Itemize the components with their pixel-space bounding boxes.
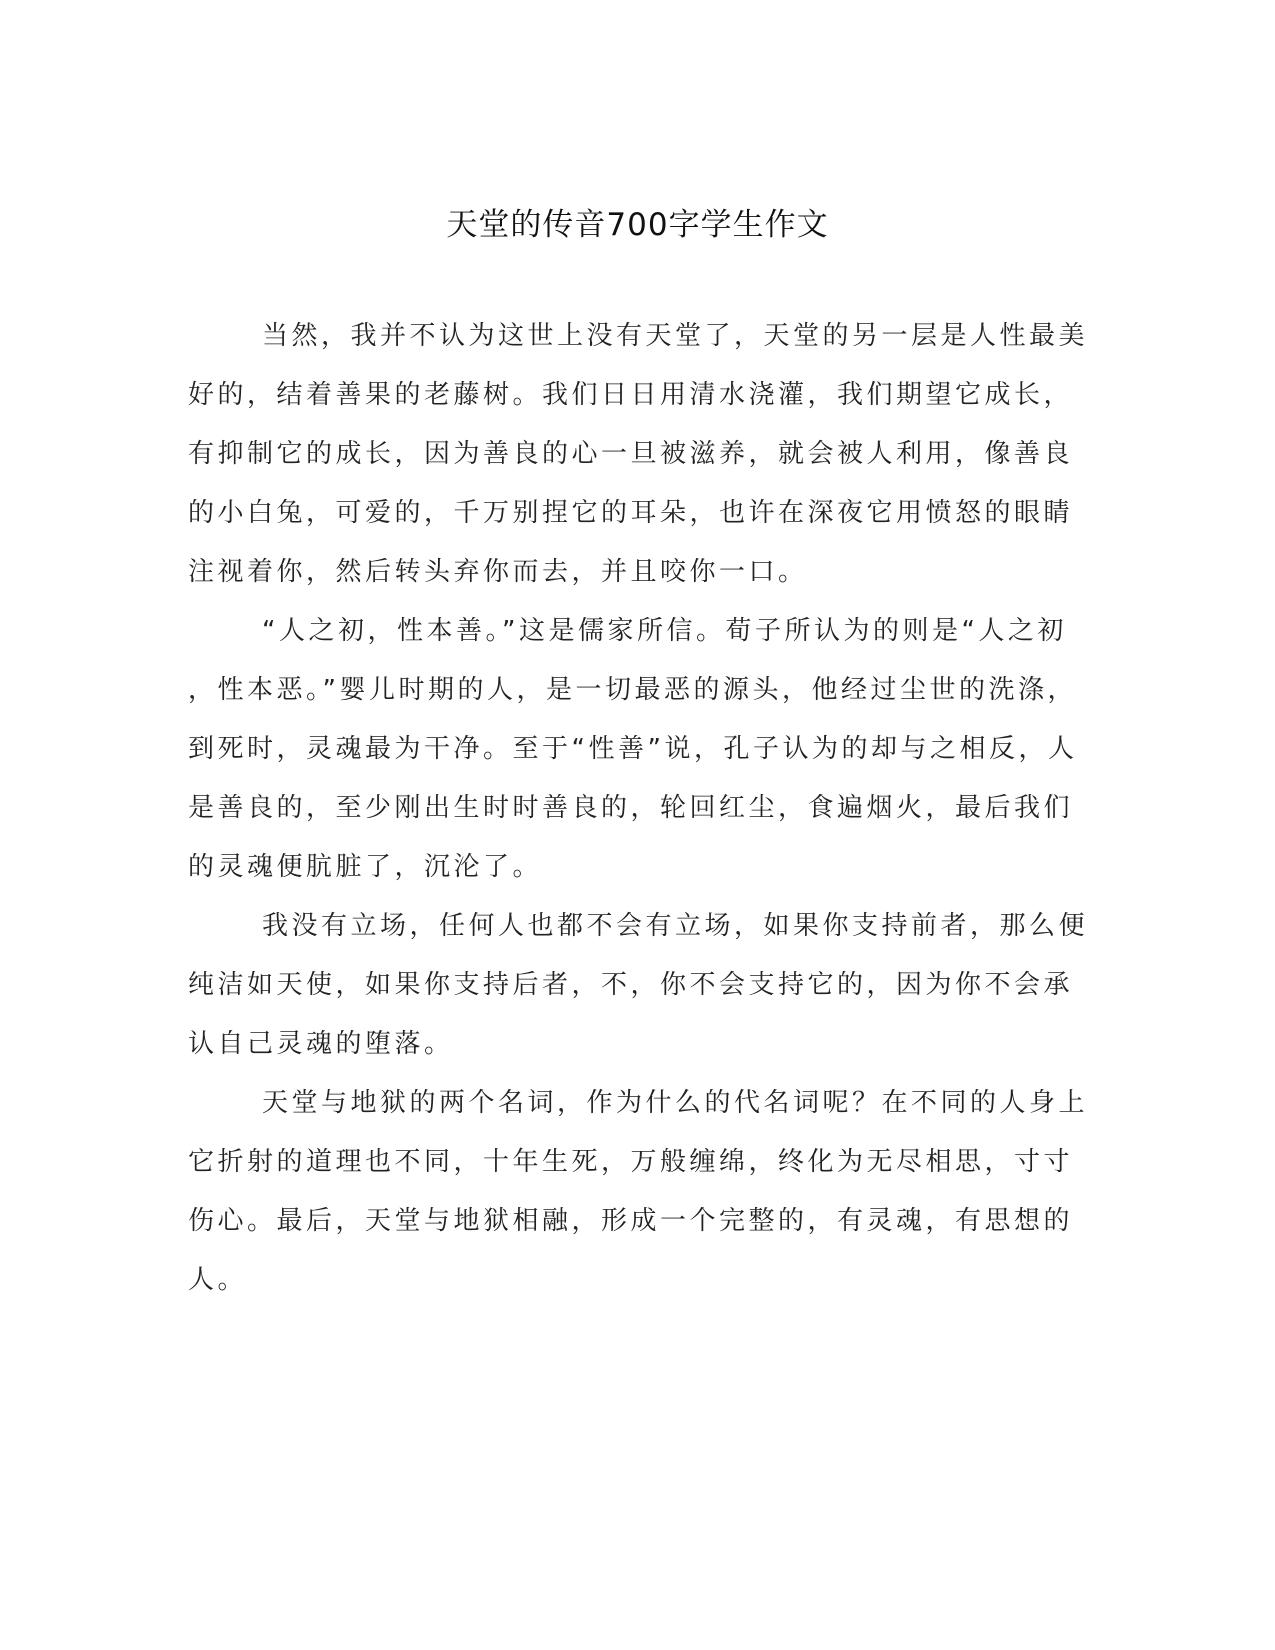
- paragraph-4-line-4: 人。: [188, 1265, 248, 1295]
- paragraph-1-line-2: 好的，结着善果的老藤树。我们日日用清水浇灌，我们期望它成长，: [188, 380, 1074, 410]
- paragraph-2-line-1: “人之初，性本善。”这是儒家所信。荀子所认为的则是“人之初: [262, 616, 1067, 646]
- paragraph-4-line-1: 天堂与地狱的两个名词，作为什么的代名词呢？在不同的人身上: [262, 1088, 1089, 1118]
- paragraph-2-line-2: ，性本恶。”婴儿时期的人，是一切最恶的源头，他经过尘世的洗涤，: [188, 675, 1077, 705]
- paragraph-4-line-3: 伤心。最后，天堂与地狱相融，形成一个完整的，有灵魂，有思想的: [188, 1206, 1074, 1236]
- paragraph-1-line-5: 注视着你，然后转头弃你而去，并且咬你一口。: [188, 557, 808, 587]
- paragraph-3-line-3: 认自己灵魂的堕落。: [188, 1029, 454, 1059]
- paragraph-4-line-2: 它折射的道理也不同，十年生死，万般缠绵，终化为无尽相思，寸寸: [188, 1147, 1074, 1177]
- paragraph-3-line-1: 我没有立场，任何人也都不会有立场，如果你支持前者，那么便: [262, 911, 1089, 941]
- paragraph-2-line-5: 的灵魂便肮脏了，沉沦了。: [188, 852, 543, 882]
- paragraph-2-line-3: 到死时，灵魂最为干净。至于“性善”说，孔子认为的却与之相反，人: [188, 734, 1078, 764]
- paragraph-1-line-1: 当然，我并不认为这世上没有天堂了，天堂的另一层是人性最美: [262, 321, 1089, 351]
- paragraph-3-line-2: 纯洁如天使，如果你支持后者，不，你不会支持它的，因为你不会承: [188, 970, 1074, 1000]
- document-title: 天堂的传音700字学生作文: [446, 207, 829, 243]
- paragraph-1-line-3: 有抑制它的成长，因为善良的心一旦被滋养，就会被人利用，像善良: [188, 439, 1074, 469]
- paragraph-2-line-4: 是善良的，至少刚出生时时善良的，轮回红尘，食遍烟火，最后我们: [188, 793, 1074, 823]
- paragraph-1-line-4: 的小白兔，可爱的，千万别捏它的耳朵，也许在深夜它用愤怒的眼睛: [188, 498, 1074, 528]
